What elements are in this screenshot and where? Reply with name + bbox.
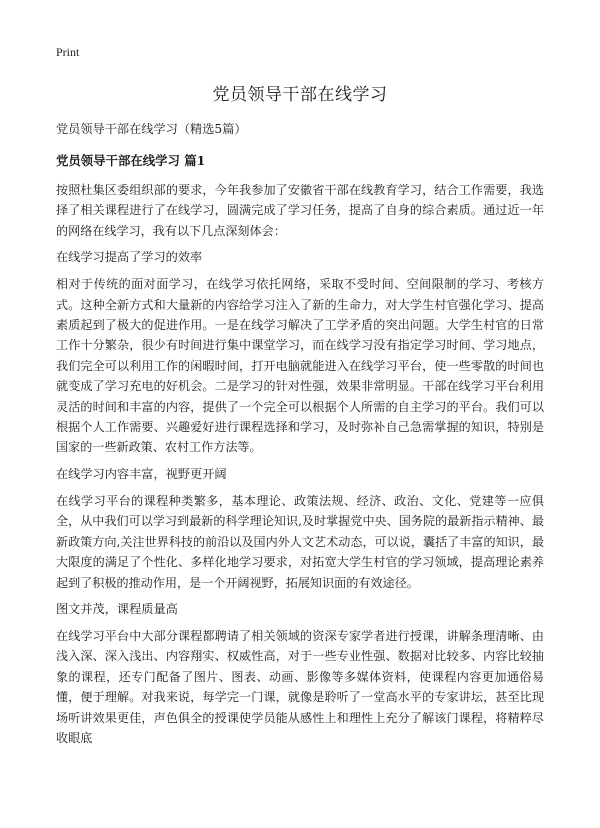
section-body-quality: 在线学习平台中大部分课程都聘请了相关领域的资深专家学者进行授课，讲解条理清晰、由浅入深、深入浅出、内容翔实、权威性高，对于一些专业性强、数据对比较多、内容比较抽象的课程，还专门配备了图片、图表、动画、影像等多媒体资料，使课程内容更加通俗易懂，便于理解。对我来说，每学完一门课，就像是聆听了一堂高水平的专家讲坛，甚至比现场听讲效果更佳，声色俱全的授课使学员能从感性上和理性上充分了解该门课程，将精粹尽收眼底 [56,628,544,745]
section-body-content: 在线学习平台的课程种类繁多，基本理论、政策法规、经济、政治、文化、党建等一应俱全，从中我们可以学习到最新的科学理论知识,及时掌握党中央、国务院的最新指示精神、最新政策方向,关注世界科技的前沿以及国内外人文艺术动态，可以说，囊括了丰富的知识，最大限度的满足了个性化、多样化地学习要求，对拓宽大学生村官的学习领域，提高理论素养起到了积极的推动作用，是一个开阔视野，拓展知识面的有效途径。 [56,493,544,590]
section-heading-efficiency: 在线学习提高了学习的效率 [56,250,203,265]
page-title: 党员领导干部在线学习 [212,85,388,105]
intro-paragraph: 按照杜集区委组织部的要求，今年我参加了安徽省干部在线教育学习，结合工作需要，我选择了相关课程进行了在线学习，圆满完成了学习任务，提高了自身的综合素质。通过近一年的网络在线学习，我有以下几点深刻体会： [56,183,544,238]
article-body [56,120,544,755]
section-body-efficiency: 相对于传统的面对面学习，在线学习依托网络，采取不受时间、空间限制的学习、考核方式。这种全新方式和大量新的内容给学习注入了新的生命力，对大学生村官强化学习、提高素质起到了极大的促进作用。一是在线学习解决了工学矛盾的突出问题。大学生村官的日常工作十分繁杂，很少有时间进行集中课堂学习，而在线学习没有指定学习时间、学习地点，我们完全可以利用工作的闲暇时间，打开电脑就能进入在线学习平台，使一些零散的时间也就变成了学习充电的好机会。二是学习的针对性强，效果非常明显。干部在线学习平台利用灵活的时间和丰富的内容，提供了一个完全可以根据个人所需的自主学习的平台。我们可以根据个人工作需要、兴趣爱好进行课程选择和学习，及时弥补自己急需掌握的知识，特别是国家的一些新政策、农村工作方法等。 [56,277,544,455]
section-heading-quality: 图文并茂，课程质量高 [56,601,178,616]
article-heading: 党员领导干部在线学习 篇1 [56,153,206,168]
print-link[interactable]: Print [56,45,80,59]
article-subtitle: 党员领导干部在线学习（精选5篇） [56,122,247,136]
section-heading-content: 在线学习内容丰富，视野更开阔 [56,466,227,481]
